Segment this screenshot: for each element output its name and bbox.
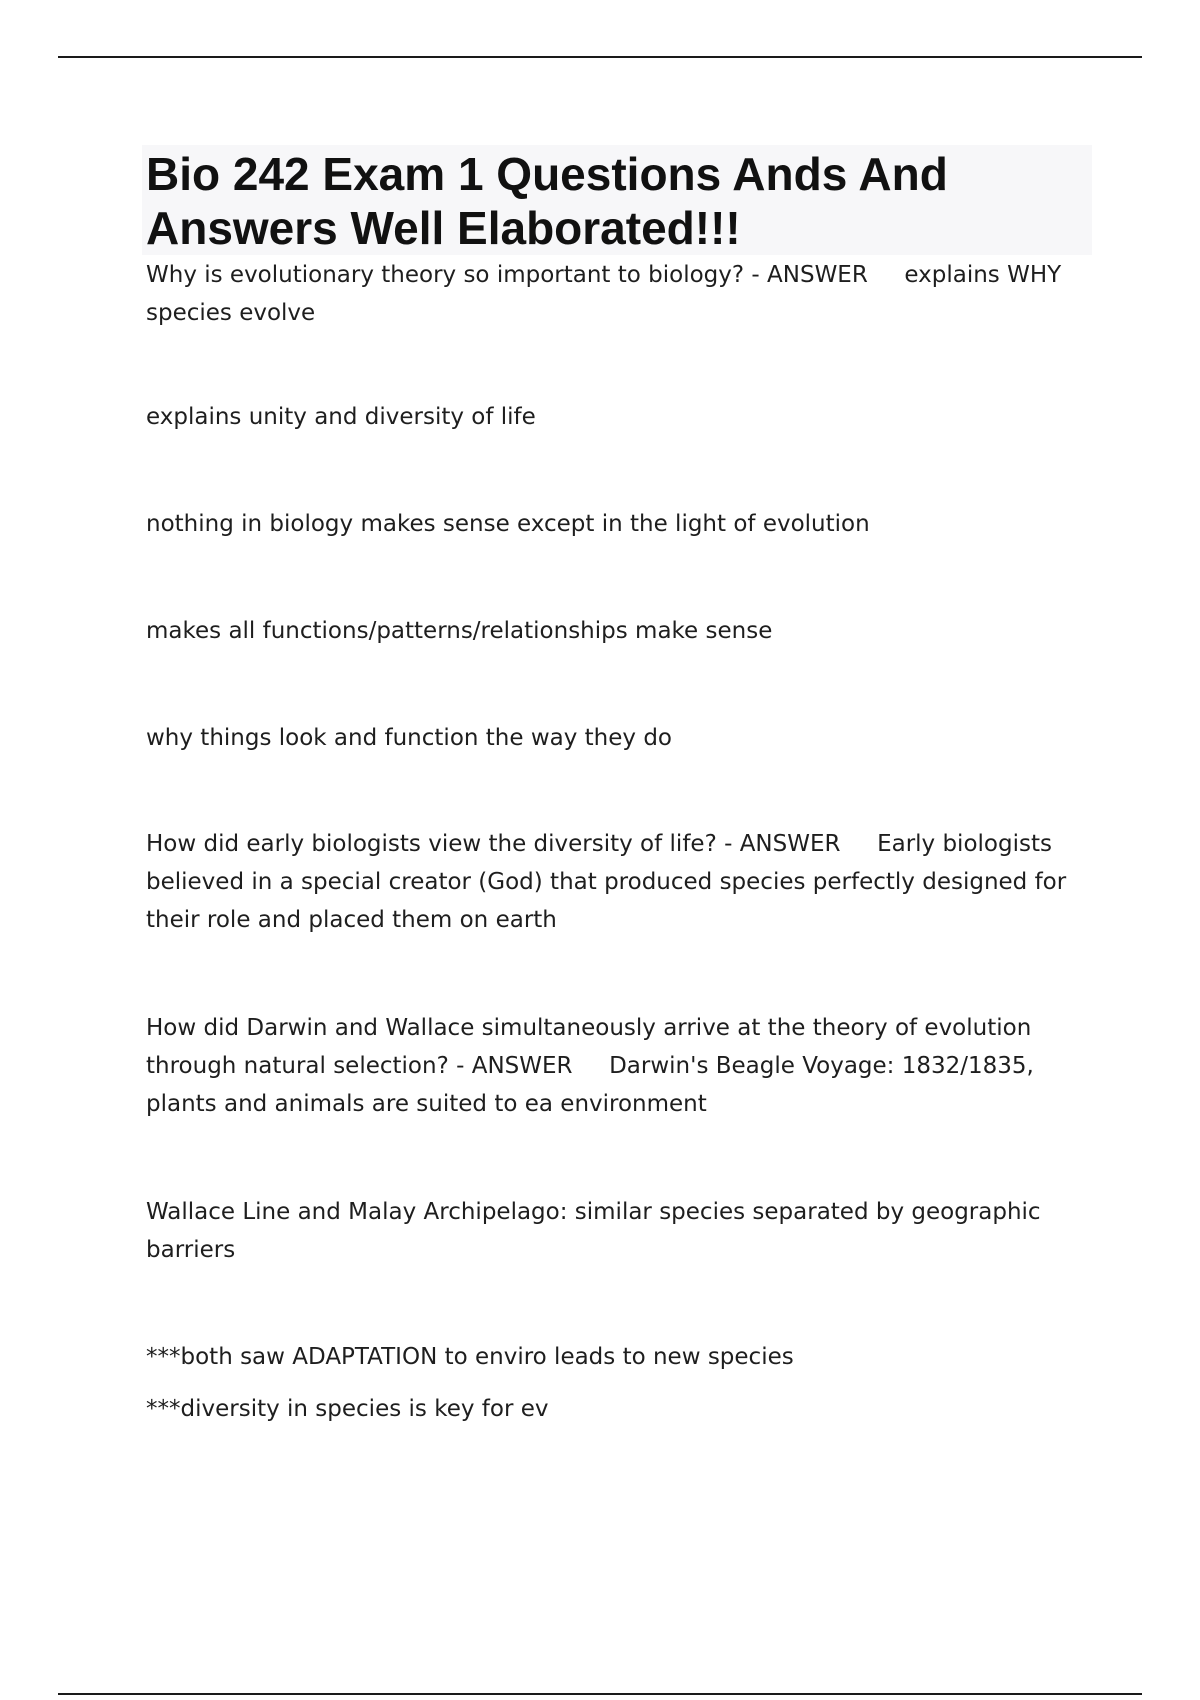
answer-paragraph: why things look and function the way they do [146, 725, 673, 751]
qa-item-3 [146, 1009, 1081, 1123]
answer-label: - ANSWER [448, 1053, 610, 1079]
question-text: Why is evolutionary theory so important to biology? [146, 262, 745, 288]
answer-label: - ANSWER [716, 831, 878, 857]
answer-text: explains WHY species evolve [146, 262, 1062, 326]
qa-item-1 [146, 256, 1081, 332]
question-text: How did Darwin and Wallace simultaneously arrive at the theory of evolution through natural selection? [146, 1015, 1032, 1079]
bottom-rule [58, 1693, 1142, 1695]
question-text: How did early biologists view the diversity of life? [146, 831, 717, 857]
answer-paragraph: Wallace Line and Malay Archipelago: similar species separated by geographic barriers [146, 1199, 1041, 1263]
answer-text: Darwin's Beagle Voyage: 1832/1835, plants and animals are suited to ea environment [146, 1053, 1034, 1117]
answer-paragraph: nothing in biology makes sense except in the light of evolution [146, 511, 870, 537]
document-title: Bio 242 Exam 1 Questions Ands And Answers Well Elaborated!!! [146, 148, 948, 254]
top-rule [58, 56, 1142, 58]
answer-paragraph: makes all functions/patterns/relationships make sense [146, 618, 773, 644]
title-block [142, 145, 1092, 255]
document-body [146, 256, 1081, 1428]
answer-label: - ANSWER [744, 262, 905, 288]
answer-paragraph: ***diversity in species is key for ev [146, 1396, 549, 1422]
answer-text: Early biologists believed in a special creator (God) that produced species perfectly designed for their role and placed them on earth [146, 831, 1067, 933]
qa-item-2 [146, 825, 1081, 939]
answer-paragraph: ***both saw ADAPTATION to enviro leads to new species [146, 1344, 794, 1370]
answer-paragraph: explains unity and diversity of life [146, 404, 536, 430]
